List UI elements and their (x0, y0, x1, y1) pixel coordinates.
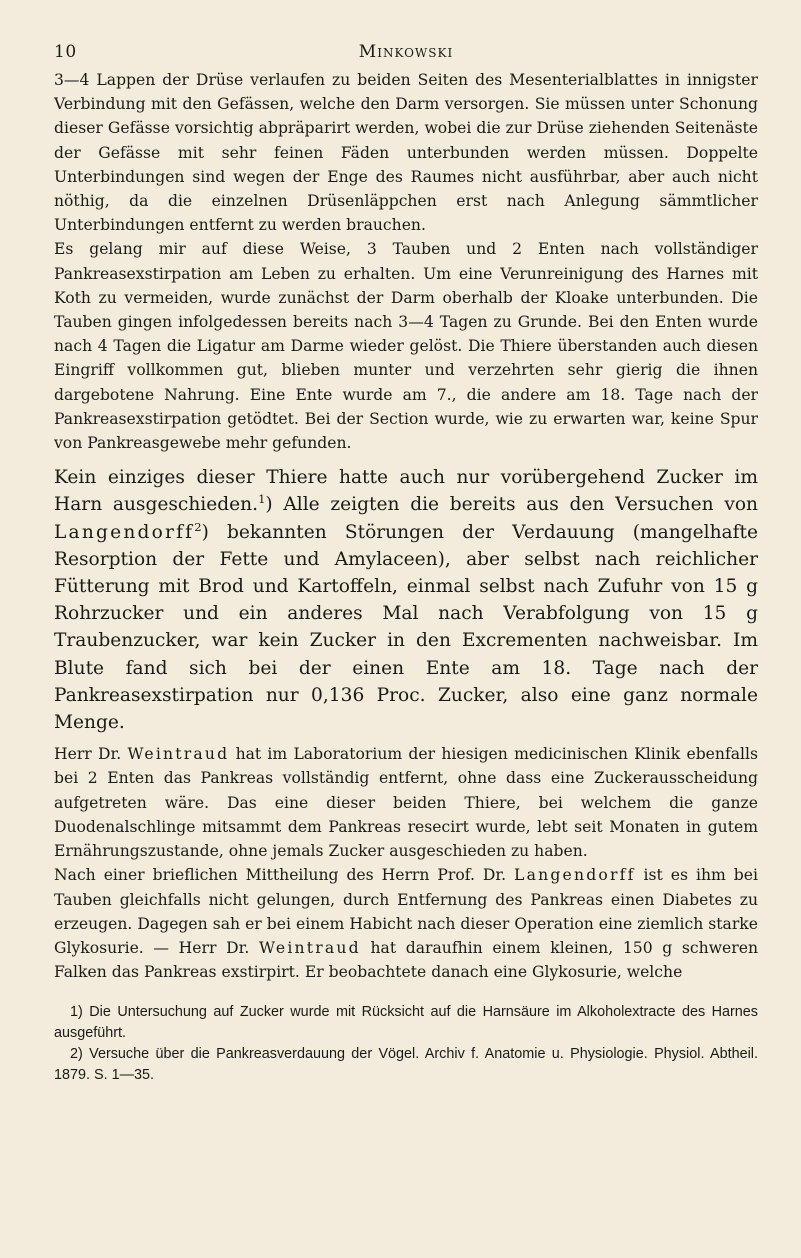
paragraph-4 (54, 742, 758, 863)
author-name-weintraud: Weintraud (127, 745, 230, 764)
running-head (54, 42, 758, 68)
paragraph-5-text-c: hat daraufhin einem kleinen, 150 g schweren Falken das Pankreas exstirpirt. Er beobachtete danach eine Glykosurie, welche (54, 938, 758, 982)
body-text-emphasized (54, 464, 758, 736)
paragraph-3-text-a: Kein einziges dieser Thiere hatte auch nur vorübergehend Zucker im Harn ausgeschieden. (54, 467, 758, 516)
footnote-2: 2) Versuche über die Pankreasverdauung der Vögel. Archiv f. Anatomie u. Physiologie. Physiol. Abtheil. 1879. S. 1—35. (54, 1046, 758, 1084)
paragraph-3-text-c: ) bekannten Störungen der Verdauung (mangelhafte Resorption der Fette und Amylaceen), aber selbst nach reichlicher Fütterung mit Brod und Kartoffeln, einmal selbst nach Zufuhr von 15 g Rohrzucker und ein anderes Mal nach Verabfolgung von 15 g Traubenzucker, war kein Zucker in den Excrementen nachweisbar. Im Blute fand sich bei der einen Ente am 18. Tage nach der Pankreasexstirpation nur 0,136 Proc. Zucker, also eine ganz normale Menge. (54, 521, 758, 734)
running-title: Minkowski (358, 42, 454, 62)
paragraph-3-text-b: ) Alle zeigten die bereits aus den Versuchen von (265, 494, 758, 516)
paragraph-2: Es gelang mir auf diese Weise, 3 Tauben und 2 Enten nach vollständiger Pankreasexstirpation am Leben zu erhalten. Um eine Verunreinigung des Harnes mit Koth zu vermeiden, wurde zunächst der Darm oberhalb der Kloake unterbunden. Die Tauben gingen infolgedessen bereits nach 3—4 Tagen zu Grunde. Bei den Enten wurde nach 4 Tagen die Ligatur am Darme wieder gelöst. Die Thiere überstanden auch diesen Eingriff vollkommen gut, blieben munter und verzehrten sehr gierig die ihnen dargebotene Nahrung. Eine Ente wurde am 7., die andere am 18. Tage nach der Pankreasexstirpation getödtet. Bei der Section wurde, wie zu erwarten war, keine Spur von Pankreasgewebe mehr gefunden. (54, 240, 758, 453)
author-name-weintraud-2: Weintraud (258, 938, 361, 957)
author-name-langendorff: Langendorff (54, 521, 195, 543)
page-number: 10 (54, 42, 77, 62)
paragraph-4-text-b: hat im Laboratorium der hiesigen medicinischen Klinik ebenfalls bei 2 Enten das Pankreas vollständig entfernt, ohne dass eine Zuckerausscheidung aufgetreten wäre. Das eine dieser beiden Thiere, bei welchem die ganze Duodenalschlinge mitsammt dem Pankreas resecirt wurde, lebt seit Monaten in gutem Ernährungszustande, ohne jemals Zucker ausgeschieden zu haben. (54, 745, 758, 861)
footnote-ref-2: 2 (194, 519, 202, 534)
footnote-1: 1) Die Untersuchung auf Zucker wurde mit Rücksicht auf die Harnsäure im Alkoholextracte des Harnes ausgeführt. (54, 1004, 758, 1042)
author-name-langendorff-2: Langendorff (514, 866, 636, 885)
paragraph-4-text-a: Herr Dr. (54, 745, 128, 764)
page (54, 42, 758, 1086)
paragraph-5-text-a: Nach einer brieflichen Mittheilung des Herrn Prof. Dr. (54, 866, 515, 885)
body-text-upper (54, 68, 758, 455)
paragraph-3 (54, 464, 758, 736)
paragraph-5 (54, 863, 758, 984)
body-text-lower (54, 742, 758, 984)
footnotes (54, 1002, 758, 1086)
footnote-ref-1: 1 (258, 492, 266, 507)
paragraph-5-text-b: ist es ihm bei Tauben gleichfalls nicht gelungen, durch Entfernung des Pankreas einen Diabetes zu erzeugen. Dagegen sah er bei einem Habicht nach dieser Operation eine ziemlich starke Glykosurie. — Herr Dr. (54, 866, 758, 957)
paragraph-1: 3—4 Lappen der Drüse verlaufen zu beiden Seiten des Mesenterialblattes in innigster Verbindung mit den Gefässen, welche den Darm versorgen. Sie müssen unter Schonung dieser Gefässe vorsichtig abpräparirt werden, wobei die zur Drüse ziehenden Seitenäste der Gefässe mit sehr feinen Fäden unterbunden werden müssen. Doppelte Unterbindungen sind wegen der Enge des Raumes nicht ausführbar, aber auch nicht nöthig, da die einzelnen Drüsenläppchen erst nach Anlegung sämmtlicher Unterbindungen entfernt zu werden brauchen. (54, 71, 758, 235)
